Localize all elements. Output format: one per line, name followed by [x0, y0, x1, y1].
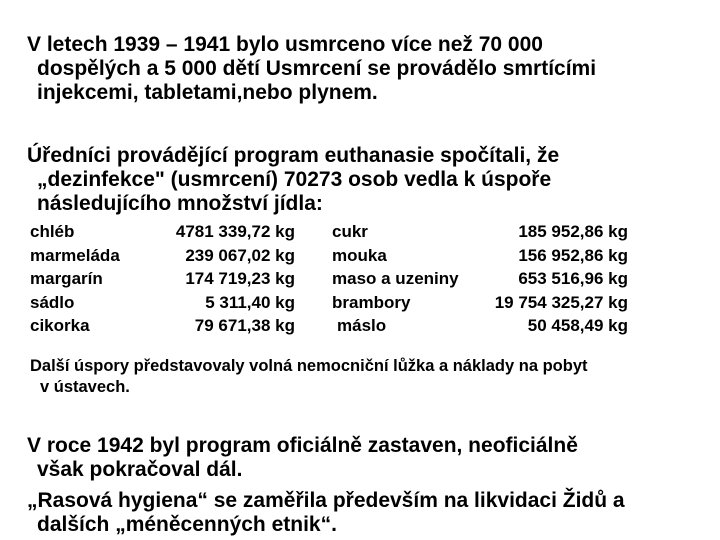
intro-line-1: V letech 1939 – 1941 bylo usmrceno více než 70 000 — [27, 33, 543, 56]
savings-line-2: v ústavech. — [40, 378, 130, 396]
food-item: marmeláda — [30, 245, 120, 265]
food-item: máslo — [337, 316, 387, 335]
food-item: brambory — [332, 292, 411, 312]
table-row — [30, 291, 630, 315]
food-savings-table — [30, 220, 630, 338]
food-item: margarín — [30, 269, 103, 288]
food-amount: 79 671,38 kg — [194, 316, 295, 335]
officials-line-1: Úředníci provádějící program euthanasie spočítali, že — [27, 144, 560, 167]
food-amount: 4781 339,72 kg — [175, 222, 295, 241]
officials-paragraph — [27, 144, 717, 216]
racial-line-2: dalších „méněcenných etnik“. — [37, 513, 337, 536]
savings-line-1: Další úspory představovaly volná nemocniční lůžka a náklady na pobyt — [30, 357, 588, 375]
food-amount: 174 719,23 kg — [185, 269, 295, 288]
table-row — [30, 267, 630, 291]
year1942-line-2: však pokračoval dál. — [37, 458, 243, 481]
table-row — [30, 220, 630, 244]
food-amount: 156 952,86 kg — [518, 245, 628, 265]
officials-line-3: následujícího množství jídla: — [37, 192, 323, 215]
table-row — [30, 314, 630, 338]
racial-hygiene-paragraph — [27, 489, 717, 537]
food-amount: 185 952,86 kg — [518, 222, 628, 241]
food-amount: 19 754 325,27 kg — [494, 292, 628, 312]
officials-line-2: „dezinfekce" (usmrcení) 70273 osob vedla k úspoře — [37, 168, 552, 191]
table-row — [30, 244, 630, 268]
food-item: cikorka — [30, 316, 90, 335]
food-amount: 653 516,96 kg — [518, 269, 628, 288]
savings-paragraph — [30, 356, 720, 398]
food-amount: 239 067,02 kg — [185, 245, 295, 265]
year1942-line-1: V roce 1942 byl program oficiálně zastaven, neoficiálně — [27, 434, 578, 457]
food-amount: 5 311,40 kg — [205, 292, 295, 312]
intro-line-3: injekcemi, tabletami,nebo plynem. — [37, 81, 378, 104]
food-item: mouka — [332, 245, 387, 265]
intro-paragraph — [27, 33, 717, 105]
intro-line-2: dospělých a 5 000 dětí Usmrcení se provádělo smrtícími — [37, 57, 597, 80]
food-item: chléb — [30, 222, 75, 241]
food-item: sádlo — [30, 292, 75, 312]
food-item: cukr — [332, 222, 368, 241]
food-amount: 50 458,49 kg — [527, 316, 628, 335]
year1942-paragraph — [27, 434, 717, 482]
food-item: maso a uzeniny — [332, 269, 459, 288]
racial-line-1: „Rasová hygiena“ se zaměřila především na likvidaci Židů a — [27, 489, 625, 512]
